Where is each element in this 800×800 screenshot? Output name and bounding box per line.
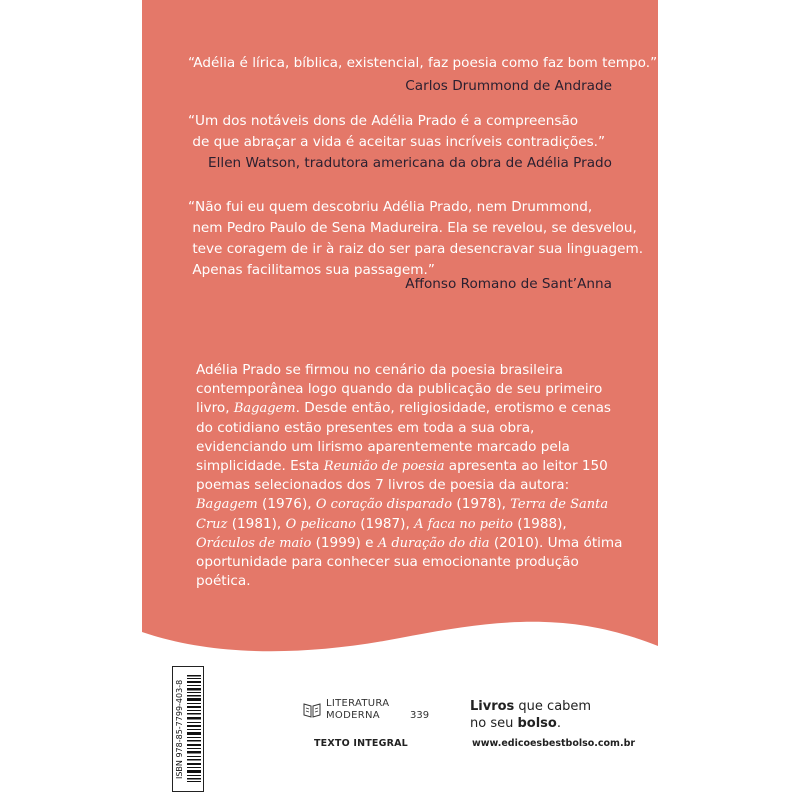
publisher-slogan [470, 698, 591, 732]
quote-drummond [188, 53, 657, 74]
collection-number: 339 [410, 710, 430, 721]
blurb-title: Terra de Santa Cruz [196, 497, 609, 532]
back-cover [142, 0, 658, 800]
publisher-website: www.edicoesbestbolso.com.br [472, 738, 636, 749]
collection-name-line2: MODERNA [326, 710, 380, 721]
quote-author-santanna: Affonso Romano de Sant’Anna [405, 276, 612, 292]
quote-line: “Não fui eu quem descobriu Adélia Prado, nem Drummond, [188, 199, 593, 215]
blurb-title: Bagagem [196, 497, 258, 513]
slogan-line2 [470, 715, 591, 732]
texto-integral-label: TEXTO INTEGRAL [314, 738, 408, 749]
blurb-text: (1978), [452, 496, 511, 513]
quote-line: teve coragem de ir à raiz do ser para desencravar sua linguagem. [188, 241, 644, 257]
blurb-title: O pelicano [285, 516, 356, 532]
quote-text: “Adélia é lírica, bíblica, existencial, faz poesia como faz bom tempo.” [188, 55, 658, 71]
slogan-text: no seu [470, 716, 518, 731]
quote-author-watson: Ellen Watson, tradutora americana da obra de Adélia Prado [208, 155, 612, 171]
slogan-text: que cabem [514, 699, 592, 714]
isbn-number: ISBN 978-85-7799-403-8 [175, 679, 184, 779]
blurb-text: (1988), [512, 515, 567, 532]
blurb-title: Oráculos de maio [196, 535, 312, 551]
blurb-title: O coração disparado [315, 497, 453, 513]
quote-author-drummond: Carlos Drummond de Andrade [405, 78, 612, 94]
open-book-icon [302, 700, 322, 720]
isbn-barcode [172, 666, 204, 792]
quote-line: “Um dos notáveis dons de Adélia Prado é a compreensão [188, 113, 579, 129]
slogan-line1 [470, 698, 591, 715]
blurb-text: . Desde então, religiosidade, erotismo e cenas do cotidiano estão presentes em toda a sua obra, evidenciando um lirismo aparentemente marcado pela simplicidade. Esta [196, 400, 612, 475]
blurb-text: Adélia Prado se firmou no cenário da poesia brasileira contemporânea logo quando da publicação de seu primeiro livro, [196, 362, 603, 417]
book-description [196, 361, 626, 591]
quote-line: nem Pedro Paulo de Sena Madureira. Ela se revelou, se desvelou, [188, 220, 637, 236]
slogan-text: . [556, 716, 561, 731]
slogan-bold: bolso [517, 716, 557, 731]
blurb-text: (1981), [227, 515, 286, 532]
blurb-title: Bagagem [233, 401, 296, 417]
slogan-bold: Livros [470, 699, 515, 714]
blurb-title: A duração do dia [377, 535, 490, 551]
blurb-text: apresenta ao leitor 150 poemas selecionados dos 7 livros de poesia da autora: [196, 458, 608, 494]
collection-name-line1: LITERATURA [326, 698, 390, 709]
quote-watson [188, 111, 605, 153]
quote-santanna [188, 197, 643, 281]
blurb-text: (1987), [355, 515, 415, 532]
blurb-title: Reunião de poesia [323, 459, 445, 475]
quote-line: de que abraçar a vida é aceitar suas incríveis contradições.” [188, 134, 606, 150]
blurb-text: (2010). Uma ótima oportunidade para conhecer sua emocionante produção poética. [196, 534, 623, 590]
blurb-text: (1976), [257, 496, 316, 513]
blurb-title: A faca no peito [414, 516, 513, 532]
blurb-text: (1999) e [311, 534, 378, 551]
quote-line: Apenas facilitamos sua passagem.” [188, 262, 435, 278]
